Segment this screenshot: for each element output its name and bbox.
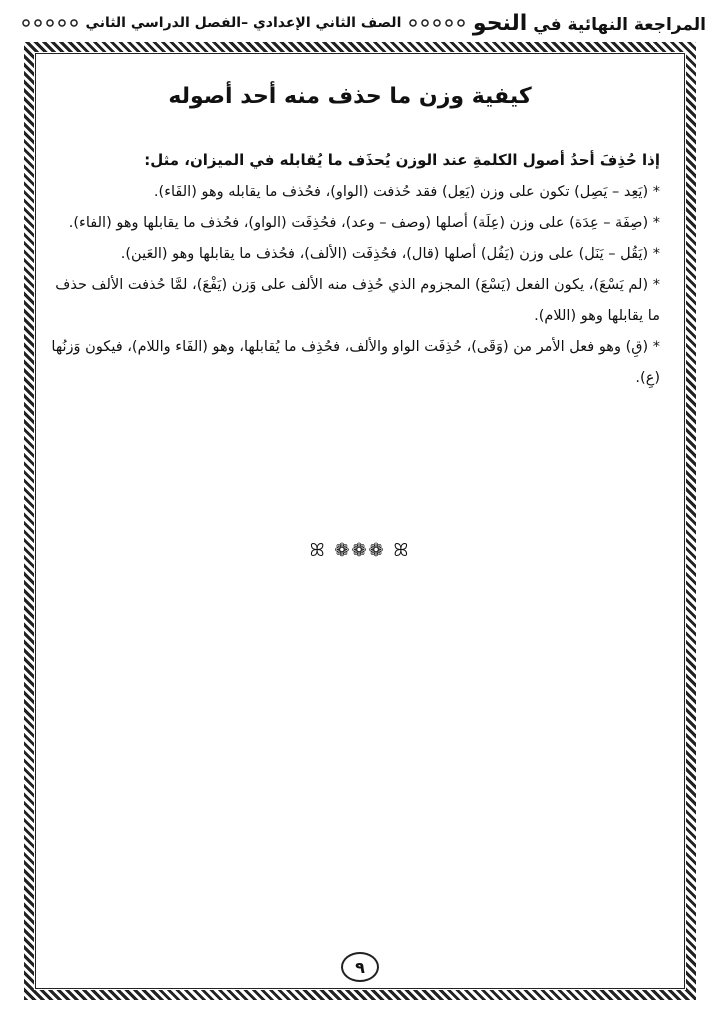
list-item: * (صِفَة – عِدَة) على وزن (عِلَة) أصلها (وصف – وعد)، فحُذِفَت (الواو)، فحُذف ما يقابلها وهو (الفاء). [68, 215, 660, 231]
page-number: ٩ [341, 952, 379, 982]
main-content [40, 60, 660, 394]
list-item: * (قِ) وهو فعل الأمر من (وَقَى)، حُذِفَت الواو والألف، فحُذِف ما يُقابلها، وهو (الفَاء واللام)، فيكون وَزنُها (عِ). [51, 339, 660, 386]
list-item: * (يَقُل – يَنَل) على وزن (يَفُل) أصلها (قال)، فحُذِفَت (الألف)، فحُذف ما يقابلها وهو (العَين). [120, 246, 660, 262]
intro-text: إذا حُذِفَ أحدُ أصول الكلمةِ عند الوزن يُحذَف ما يُقابله في الميزان، مثل: [144, 151, 660, 169]
header-title-prefix: المراجعة النهائية في [527, 14, 706, 35]
divider-ornament: ꕤ ❁❁❁ ꕤ [309, 540, 411, 561]
list-item: * (لم يَسْعَ)، يكون الفعل (يَسْعَ) المجزوم الذي حُذِف منه الألف على وَزن (يَفْعَ)، لمَّا حُذفت الألف حذف ما يقابلها وهو (اللام). [55, 277, 660, 324]
list-item: * (يَعِد – يَصِل) تكون على وزن (يَعِل) فقد حُذفت (الواو)، فحُذف ما يقابله وهو (الفَاء). [153, 184, 660, 200]
header-subtitle: الصف الثاني الإعدادي –الفصل الدراسي الثاني [85, 15, 402, 31]
header-title-highlight: النحو [472, 10, 528, 36]
header-ornament-left [20, 18, 80, 28]
page-footer [0, 952, 720, 982]
header-ornament [407, 18, 467, 28]
examples-list [40, 177, 660, 394]
page-title: كيفية وزن ما حذف منه أحد أصوله [168, 84, 532, 109]
header-title [473, 11, 706, 36]
page-header [14, 6, 706, 40]
